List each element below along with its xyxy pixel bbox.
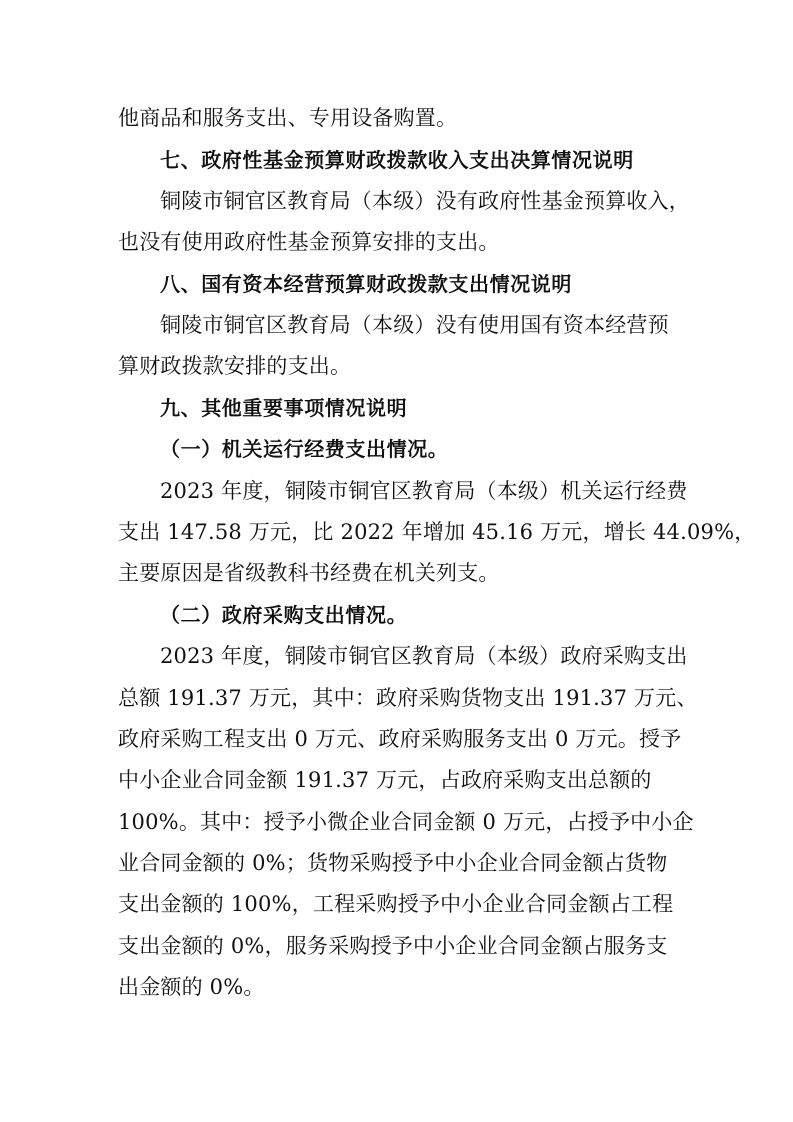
paragraph-line: 2023 年度，铜陵市铜官区教育局（本级）政府采购支出 <box>160 644 688 668</box>
paragraph-line: 政府采购工程支出 0 万元、政府采购服务支出 0 万元。授予 <box>118 727 682 751</box>
paragraph-line: 总额 191.37 万元，其中：政府采购货物支出 191.37 万元、 <box>118 686 698 710</box>
section-heading-7: 七、政府性基金预算财政拨款收入支出决算情况说明 <box>160 148 634 172</box>
paragraph-line: 2023 年度，铜陵市铜官区教育局（本级）机关运行经费 <box>160 479 688 503</box>
paragraph-line: 主要原因是省级教科书经费在机关列支。 <box>118 561 500 585</box>
paragraph-line: 支出金额的 100%，工程采购授予中小企业合同金额占工程 <box>118 892 674 916</box>
paragraph-line: 他商品和服务支出、专用设备购置。 <box>118 106 458 130</box>
paragraph-line: 支出金额的 0%，服务采购授予中小企业合同金额占服务支 <box>118 934 668 958</box>
paragraph-line: 铜陵市铜官区教育局（本级）没有使用国有资本经营预 <box>160 313 669 337</box>
subsection-heading-2: （二）政府采购支出情况。 <box>160 603 408 627</box>
paragraph-line: 中小企业合同金额 191.37 万元，占政府采购支出总额的 <box>118 768 652 792</box>
paragraph-line: 100%。其中：授予小微企业合同金额 0 万元，占授予中小企 <box>118 810 694 834</box>
paragraph-line: 出金额的 0%。 <box>118 975 265 999</box>
subsection-heading-1: （一）机关运行经费支出情况。 <box>160 437 449 461</box>
paragraph-line: 算财政拨款安排的支出。 <box>118 354 352 378</box>
paragraph-line: 支出 147.58 万元，比 2022 年增加 45.16 万元，增长 44.09%， <box>118 520 756 544</box>
paragraph-line: 铜陵市铜官区教育局（本级）没有政府性基金预算收入， <box>160 189 690 213</box>
section-heading-9: 九、其他重要事项情况说明 <box>160 396 408 420</box>
paragraph-line: 也没有使用政府性基金预算安排的支出。 <box>118 230 500 254</box>
paragraph-line: 业合同金额的 0%；货物采购授予中小企业合同金额占货物 <box>118 851 668 875</box>
section-heading-8: 八、国有资本经营预算财政拨款支出情况说明 <box>160 272 572 296</box>
